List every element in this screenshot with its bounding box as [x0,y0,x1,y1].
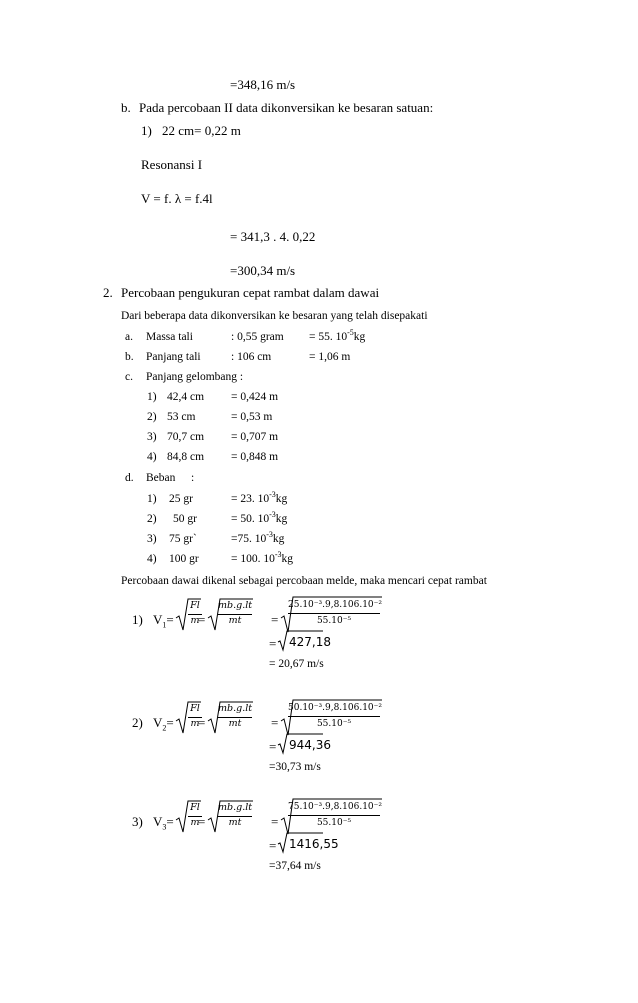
frac-den: 55.10⁻⁵ [316,818,352,828]
melde-text: Percobaan dawai dikenal sebagai percobaan melde, maka mencari cepat rambat [121,575,487,587]
frac-den: mt [228,817,242,828]
velocity-calc-2 [0,699,638,779]
load-val: 25 gr [169,493,193,505]
fraction-mb-mt [218,600,252,628]
load-conv: = 100. $10^{-3}kg$ [231,550,294,565]
root-value: 427,18 [289,635,331,649]
item-a-conv: = 55. $10^{-5}kg$ [309,328,366,343]
load-val: 50 gr [173,513,197,525]
velocity-calc-3 [0,798,638,878]
frac-den: m [190,817,200,828]
item-b-conv: = 1,06 m [309,351,351,363]
load-conv: =75. $10^{-3}kg$ [231,530,285,545]
wave-val: 53 cm [167,411,196,423]
velocity-calc-1 [0,596,638,676]
part-b-label: b. [121,100,131,115]
frac-bar [288,613,380,614]
wave-val: 84,8 cm [167,451,205,463]
frac-num: Fl [190,703,200,714]
item-d-name: Beban [146,472,176,484]
item-a-value: : 0,55 gram [231,331,284,343]
wave-conv: = 0,53 m [231,411,273,423]
frac-num: Fl [190,600,200,611]
calc-num: 2) [132,715,143,730]
load-num: 4) [147,553,157,565]
frac-bar [288,716,380,717]
equals: = [269,636,277,651]
frac-den: m [190,718,200,729]
calc-num: 1) [132,612,143,627]
item-a-label: a. [125,331,133,343]
frac-num: Fl [190,802,200,813]
item-a-name: Massa tali [146,331,193,343]
wave-num: 4) [147,451,157,463]
wave-num: 1) [147,391,157,403]
equals: = [269,838,277,853]
frac-num: mb.g.lt [218,600,253,611]
equals: = [198,814,206,829]
frac-num: mb.g.lt [218,703,253,714]
load-conv: = 50. $10^{-3}kg$ [231,510,288,525]
equals: = [271,814,279,829]
wave-num: 2) [147,411,157,423]
fraction-values [288,701,383,731]
wave-conv: = 0,424 m [231,391,279,403]
wave-conv: = 0,848 m [231,451,279,463]
frac-num: 50.10⁻³.9,8.106.10⁻² [288,703,383,713]
load-num: 1) [147,493,157,505]
fraction-values [288,800,383,830]
load-val: 100 gr [169,553,199,565]
calc-num: 3) [132,814,143,829]
wave-val: 70,7 cm [167,431,205,443]
item-b-label: b. [125,351,134,363]
part-b-item1-num: 1) [141,123,152,138]
wave-conv: = 0,707 m [231,431,279,443]
frac-num: 75.10⁻³.9,8.106.10⁻² [288,802,383,812]
load-conv: = 23. $10^{-3}kg$ [231,490,288,505]
velocity-result: =37,64 m/s [269,860,321,872]
calc-line-1: = 341,3 . 4. 0,22 [230,229,316,244]
part-b-item1-text: 22 cm= 0,22 m [162,123,241,138]
frac-bar [288,815,380,816]
wave-num: 3) [147,431,157,443]
load-num: 2) [147,513,157,525]
velocity-result: = 20,67 m/s [269,658,324,670]
fraction-mb-mt [218,802,252,830]
resonansi-label: Resonansi I [141,157,203,172]
item-d-colon: : [191,472,195,484]
frac-den: mt [228,718,242,729]
frac-den: m [190,615,200,626]
root-value: 1416,55 [289,837,339,851]
velocity-symbol: $V_3=$ [153,814,174,832]
frac-den: mt [228,615,242,626]
part-a-result: =348,16 m/s [230,77,296,92]
equals: = [198,612,206,627]
fraction-mb-mt [218,703,252,731]
frac-den: 55.10⁻⁵ [316,616,352,626]
section2-title: Percobaan pengukuran cepat rambat dalam dawai [121,285,380,300]
load-val: 75 gr` [169,533,197,545]
load-num: 3) [147,533,157,545]
fraction-values [288,598,383,628]
equals: = [269,739,277,754]
item-d-label: d. [125,472,134,484]
item-c-label: c. [125,371,133,383]
part-b-heading: Pada percobaan II data dikonversikan ke besaran satuan: [139,100,434,115]
root-value: 944,36 [289,738,331,752]
section2-intro: Dari beberapa data dikonversikan ke besaran yang telah disepakati [121,310,428,322]
velocity-result: =30,73 m/s [269,761,321,773]
formula: V = f. λ = f.4l [141,191,213,206]
frac-num: mb.g.lt [218,802,253,813]
equals: = [198,715,206,730]
calc-line-2: =300,34 m/s [230,263,296,278]
velocity-symbol: $V_2=$ [153,715,174,733]
item-b-value: : 106 cm [231,351,272,363]
velocity-symbol: $V_1=$ [153,612,174,630]
equals: = [271,715,279,730]
item-b-name: Panjang tali [146,351,201,363]
wave-val: 42,4 cm [167,391,205,403]
equals: = [271,612,279,627]
frac-num: 25.10⁻³.9,8.106.10⁻² [288,600,383,610]
item-c-name: Panjang gelombang : [146,371,244,383]
section2-num: 2. [103,285,113,300]
frac-den: 55.10⁻⁵ [316,719,352,729]
